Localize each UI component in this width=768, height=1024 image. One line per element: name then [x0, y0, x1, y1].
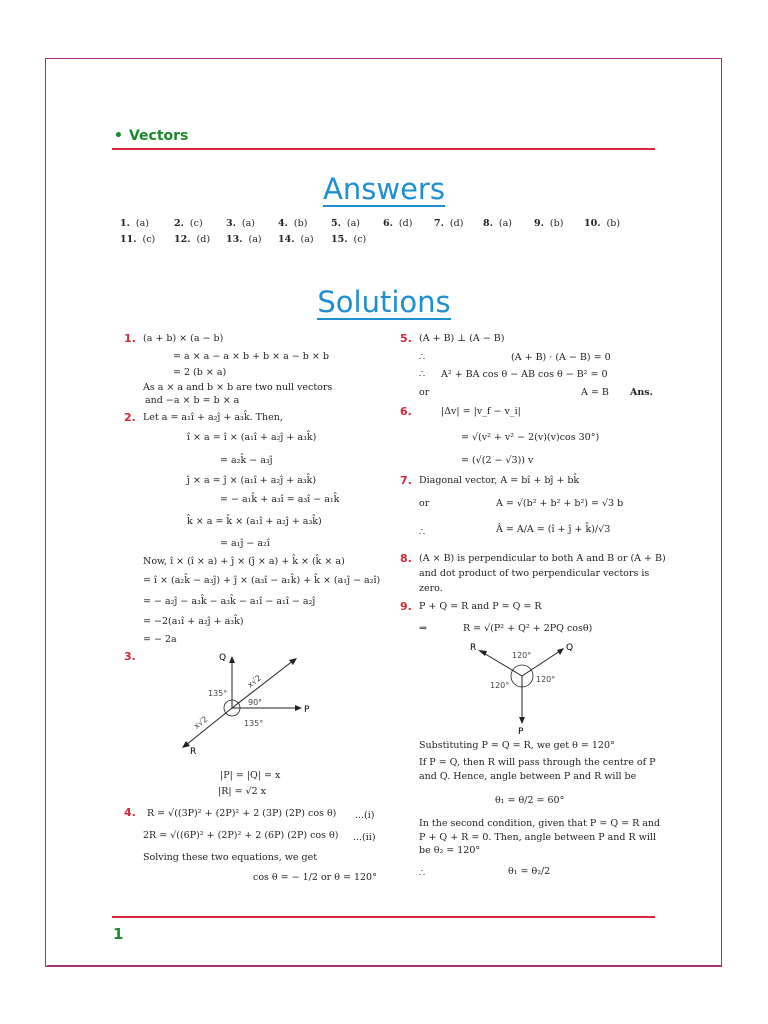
solution-text: |Δv| = |v_f − v_i| [441, 406, 521, 417]
fig9-label-p: P [518, 727, 524, 736]
solution-text: 2R = √((6P)² + (2P)² + 2 (6P) (2P) cos θ) [143, 830, 339, 841]
figure-vectors-pqr [172, 648, 312, 758]
solutions-title: Solutions [317, 285, 451, 319]
answer-item [584, 218, 620, 229]
solution-text: and −a × b = b × a [145, 395, 240, 406]
answer-item [434, 218, 463, 229]
solution-text: be θ₂ = 120° [419, 845, 481, 856]
answer-item [226, 218, 255, 229]
answer-number: 5. [331, 218, 341, 229]
answer-choice: (b) [549, 218, 564, 229]
solution-text: |P| = |Q| = x [220, 770, 281, 781]
answer-item [534, 218, 563, 229]
answer-number: 4. [278, 218, 288, 229]
answer-item [174, 234, 210, 245]
solution-text: ⇒ [419, 623, 427, 634]
solution-text: A = B [581, 387, 609, 398]
answer-choice: (a) [498, 218, 512, 229]
answer-choice: (c) [142, 234, 156, 245]
answer-item [278, 218, 307, 229]
answer-number: 9. [534, 218, 544, 229]
answer-choice: (d) [196, 234, 211, 245]
solution-text: R = √(P² + Q² + 2PQ cosθ) [463, 623, 593, 634]
solution-text: ∴ [419, 527, 426, 538]
solution-text: (a + b) × (a − b) [143, 333, 224, 344]
answer-item [120, 218, 149, 229]
fig3-length: x√2 [192, 714, 210, 731]
answer-item [331, 234, 366, 245]
solution-text: Ans. [630, 387, 653, 398]
fig3-label-p: P [304, 705, 310, 715]
solution-text: P + Q = R and P = Q = R [419, 601, 542, 612]
answer-number: 7. [434, 218, 444, 229]
answer-choice: (a) [241, 218, 255, 229]
solution-text: Diagonal vector, A = bî + bĵ + bk̂ [419, 475, 580, 486]
solution-number: 7. [400, 474, 412, 487]
solution-text: Substituting P = Q = R, we get θ = 120° [419, 740, 615, 751]
page-frame-bottom [47, 965, 722, 969]
solution-number: 4. [124, 806, 136, 819]
fig3-angle: 135° [244, 719, 264, 728]
solution-text: Solving these two equations, we get [143, 852, 318, 863]
fig9-angle: 120° [536, 675, 556, 684]
answer-item [383, 218, 412, 229]
answer-number: 13. [226, 234, 243, 245]
solution-text: ...(i) [355, 810, 375, 821]
answer-choice: (a) [300, 234, 314, 245]
solution-text: = a₂k̂ − a₃ĵ [220, 455, 273, 466]
solution-text: P + Q + R = 0. Then, angle between P and R will [419, 832, 656, 843]
solution-text: ...(ii) [353, 832, 376, 843]
solution-number: 6. [400, 405, 412, 418]
answer-choice: (c) [189, 218, 203, 229]
answer-item [483, 218, 512, 229]
answer-choice: (a) [248, 234, 262, 245]
solution-number: 5. [400, 332, 412, 345]
footer-rule [112, 916, 655, 918]
answer-item [174, 218, 203, 229]
answer-choice: (d) [449, 218, 464, 229]
solution-text: or [419, 498, 430, 509]
solution-text: Let a = a₁î + a₂ĵ + a₃k̂. Then, [143, 412, 283, 423]
solution-text: k̂ × a = k̂ × (a₁î + a₂ĵ + a₃k̂) [187, 516, 322, 527]
answer-choice: (b) [606, 218, 621, 229]
answer-number: 2. [174, 218, 184, 229]
solution-text: = − 2a [143, 634, 177, 645]
solution-text: = − a₁k̂ + a₃î = a₃î − a₁k̂ [220, 494, 340, 505]
answer-choice: (a) [346, 218, 360, 229]
fig3-angle: 135° [208, 689, 228, 698]
fig9-angle: 120° [512, 651, 532, 660]
answer-choice: (a) [135, 218, 149, 229]
fig3-length: x√2 [245, 673, 264, 690]
solution-text: (A + B) · (A − B) = 0 [511, 352, 611, 363]
solution-text: ∴ [419, 868, 426, 879]
solution-text: cos θ = − 1/2 or θ = 120° [253, 872, 377, 883]
solution-text: ĵ × a = ĵ × (a₁î + a₂ĵ + a₃k̂) [187, 475, 317, 486]
solution-text: Â = A/A = (î + ĵ + k̂)/√3 [496, 524, 611, 535]
answers-title: Answers [323, 172, 445, 206]
answer-choice: (d) [398, 218, 413, 229]
solution-text: = a₁ĵ − a₂î [220, 538, 270, 549]
answer-number: 12. [174, 234, 191, 245]
fig3-angle: 90° [248, 698, 263, 707]
solution-number: 9. [400, 600, 412, 613]
solution-number: 8. [400, 552, 412, 565]
answer-item [120, 234, 155, 245]
figure-vectors-120deg [462, 638, 582, 736]
answer-number: 14. [278, 234, 295, 245]
answer-number: 15. [331, 234, 348, 245]
solution-text: = a × a − a × b + b × a − b × b [173, 351, 329, 362]
answer-number: 1. [120, 218, 130, 229]
solution-text: or [419, 387, 430, 398]
solution-text: θ₁ = θ/2 = 60° [495, 795, 565, 806]
fig3-label-r: R [190, 747, 197, 757]
solution-text: A² + BA cos θ − AB cos θ − B² = 0 [441, 369, 608, 380]
solution-text: As a × a and b × b are two null vectors [143, 382, 333, 393]
page-number: 1 [113, 925, 124, 943]
solution-text: A = √(b² + b² + b²) = √3 b [496, 498, 624, 509]
fig9-angle: 120° [490, 681, 510, 690]
header-rule [112, 148, 655, 150]
answer-choice: (b) [293, 218, 308, 229]
solution-text: = î × (a₂k̂ − a₃ĵ) + ĵ × (a₃î − a₁k̂) + k̂ × (a₁ĵ − a₂î) [143, 575, 381, 586]
answer-item [331, 218, 360, 229]
solution-text: |R| = √2 x [218, 786, 267, 797]
solution-text: (A × B) is perpendicular to both A and B or (A + B) [419, 553, 666, 564]
solution-text: = (√(2 − √3)) v [461, 455, 534, 466]
solution-text: and Q. Hence, angle between P and R will be [419, 771, 637, 782]
solution-text: If P = Q, then R will pass through the centre of P [419, 757, 656, 768]
solution-text: Now, î × (î × a) + ĵ × (ĵ × a) + k̂ × (k̂ × a) [143, 556, 345, 567]
answer-item [226, 234, 262, 245]
solution-text: î × a = î × (a₁î + a₂ĵ + a₃k̂) [187, 432, 317, 443]
section-header: • Vectors [114, 128, 189, 144]
answer-number: 6. [383, 218, 393, 229]
answer-number: 11. [120, 234, 137, 245]
solution-text: ∴ [419, 352, 426, 363]
solution-text: = 2 (b × a) [173, 367, 227, 378]
solution-text: = −2(a₁î + a₂ĵ + a₃k̂) [143, 616, 244, 627]
solution-number: 1. [124, 332, 136, 345]
answer-number: 10. [584, 218, 601, 229]
solution-text: In the second condition, given that P = Q = R and [419, 818, 661, 829]
solution-text: and dot product of two perpendicular vectors is [419, 568, 650, 579]
fig9-label-q: Q [566, 643, 574, 653]
solution-number: 2. [124, 411, 136, 424]
answer-number: 3. [226, 218, 236, 229]
solution-number: 3. [124, 650, 136, 663]
solution-text: zero. [419, 583, 443, 594]
fig3-label-q: Q [219, 653, 227, 663]
solution-text: (A + B) ⊥ (A − B) [419, 333, 505, 344]
answer-number: 8. [483, 218, 493, 229]
fig9-label-r: R [470, 643, 477, 653]
solution-text: R = √((3P)² + (2P)² + 2 (3P) (2P) cos θ) [147, 808, 337, 819]
solution-text: = √(v² + v² − 2(v)(v)cos 30°) [461, 432, 600, 443]
answer-item [278, 234, 314, 245]
solution-text: ∴ [419, 369, 426, 380]
answer-choice: (c) [353, 234, 367, 245]
solution-text: θ₁ = θ₂/2 [508, 866, 551, 877]
solution-text: = − a₂ĵ − a₃k̂ − a₃k̂ − a₁î − a₁î − a₂ĵ [143, 596, 316, 607]
